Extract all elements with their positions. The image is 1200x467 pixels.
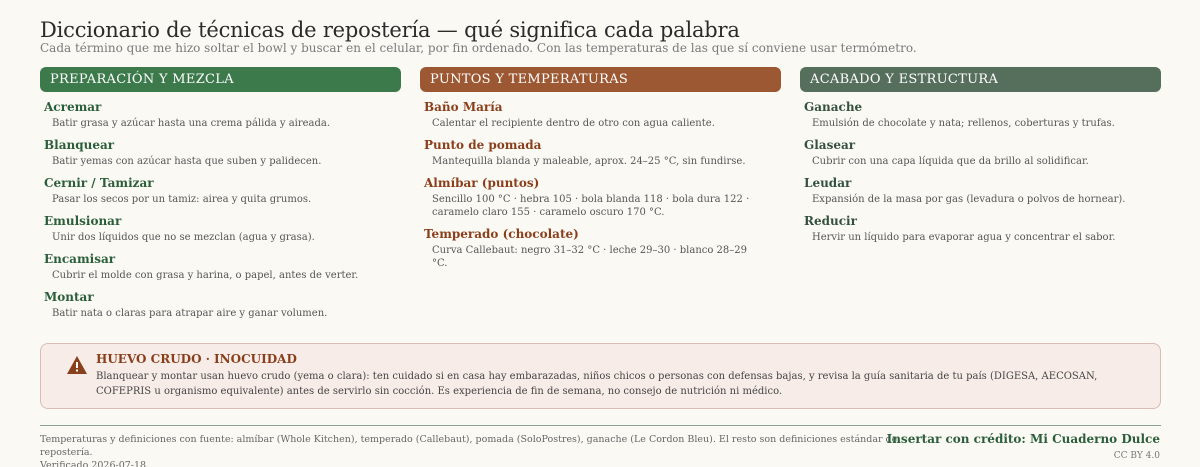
term-item [424,100,781,130]
term-name: Punto de pomada [424,138,542,152]
term-item [804,138,1161,168]
term-definition: Mantequilla blanda y maleable, aprox. 24–25 °C, sin fundirse. [432,156,746,167]
footer-divider [40,425,1161,426]
term-name: Ganache [804,100,863,114]
column-header: PREPARACIÓN Y MEZCLA [40,67,401,92]
term-definition: Expansión de la masa por gas (levadura o polvos de hornear). [812,194,1126,205]
term-name: Leudar [804,176,852,190]
warning-text: Blanquear y montar usan huevo crudo (yema o clara): ten cuidado si en casa hay embarazadas, niños chicos o personas con defensas bajas, y revisa la guía sanitaria de tu país (DIGESA, AECOSAN, COFEPRIS u organismo equivalente) antes de servirlo sin cocción. Es experiencia de fin de semana, no consejo de nutrición ni médico. [96,371,1098,397]
term-name: Glasear [804,138,856,152]
term-name: Acremar [44,100,102,114]
term-name: Reducir [804,214,857,228]
term-item [804,176,1161,206]
term-name: Cernir / Tamizar [44,176,154,190]
warning-triangle-icon [66,355,88,379]
term-definition: Hervir un líquido para evaporar agua y concentrar el sabor. [812,232,1116,243]
term-name: Almíbar (puntos) [424,176,540,190]
term-item [44,176,401,206]
term-item [424,138,781,168]
term-item [424,176,781,219]
term-name: Emulsionar [44,214,122,228]
verified-date: Verificado 2026-07-18. [40,460,150,467]
term-definition: Curva Callebaut: negro 31–32 °C · leche 29–30 · blanco 28–29 °C. [432,245,748,269]
term-item [44,252,401,282]
column-puntos [420,67,781,278]
term-definition: Calentar el recipiente dentro de otro con agua caliente. [432,118,715,129]
term-name: Encamisar [44,252,116,266]
column-preparacion [40,67,401,328]
sources-text: Temperaturas y definiciones con fuente: almíbar (Whole Kitchen), temperado (Callebaut), pomada (SoloPostres), ganache (Le Cordon Bleu). El resto son definiciones estándar de repostería. [40,434,898,458]
term-item [44,100,401,130]
page-title: Diccionario de técnicas de repostería — qué significa cada palabra [40,18,740,42]
term-item [44,138,401,168]
term-name: Temperado (chocolate) [424,227,579,241]
column-header: ACABADO Y ESTRUCTURA [800,67,1161,92]
page-subtitle: Cada término que me hizo soltar el bowl y buscar en el celular, por fin ordenado. Con las temperaturas de las que sí conviene usar termómetro. [40,41,917,55]
term-definition: Batir grasa y azúcar hasta una crema pálida y aireada. [52,118,331,129]
term-definition: Unir dos líquidos que no se mezclan (agua y grasa). [52,232,315,243]
term-definition: Batir nata o claras para atrapar aire y ganar volumen. [52,308,328,319]
column-acabado [800,67,1161,252]
term-item [804,100,1161,130]
term-name: Blanquear [44,138,115,152]
warning-title: HUEVO CRUDO · INOCUIDAD [96,352,297,366]
column-header: PUNTOS Y TEMPERATURAS [420,67,781,92]
embed-credit: Insertar con crédito: Mi Cuaderno Dulce [886,432,1160,446]
term-name: Montar [44,290,94,304]
term-definition: Emulsión de chocolate y nata; rellenos, coberturas y trufas. [812,118,1115,129]
raw-egg-warning [40,343,1161,409]
term-definition: Cubrir el molde con grasa y harina, o papel, antes de verter. [52,270,359,281]
term-item [424,227,781,270]
footer-sources [40,433,920,467]
term-definition: Batir yemas con azúcar hasta que suben y palidecen. [52,156,322,167]
term-definition: Pasar los secos por un tamiz: airea y quita grumos. [52,194,312,205]
term-item [44,214,401,244]
license-label: CC BY 4.0 [1113,451,1160,461]
term-name: Baño María [424,100,503,114]
term-definition: Cubrir con una capa líquida que da brillo al solidificar. [812,156,1089,167]
term-item [804,214,1161,244]
term-definition: Sencillo 100 °C · hebra 105 · bola blanda 118 · bola dura 122 · caramelo claro 155 · caramelo oscuro 170 °C. [432,194,750,218]
term-item [44,290,401,320]
